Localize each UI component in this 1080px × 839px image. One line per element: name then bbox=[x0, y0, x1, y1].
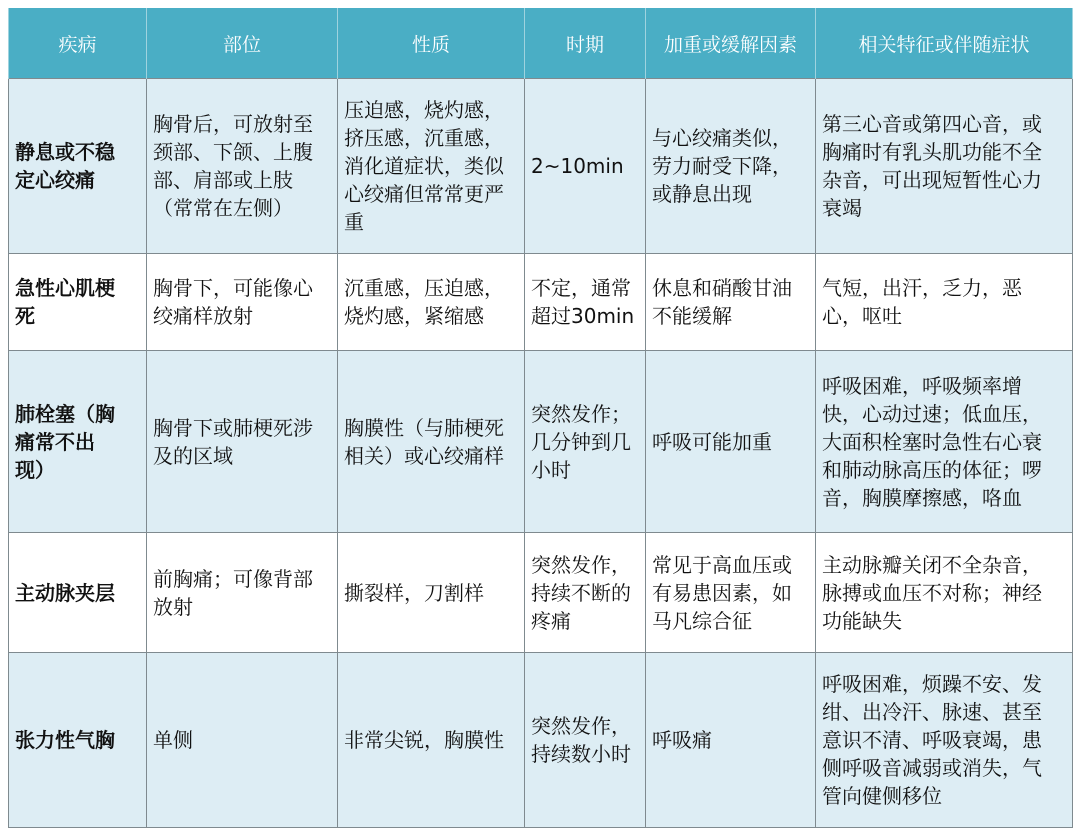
header-location: 部位 bbox=[147, 8, 338, 79]
cell-features: 主动脉瓣关闭不全杂音， 脉搏或血压不对称；神经 功能缺失 bbox=[816, 533, 1073, 653]
cell-factors: 呼吸痛 bbox=[646, 653, 816, 828]
cell-features: 呼吸困难，烦躁不安、发 绀、出冷汗、脉速、甚至 意识不清、呼吸衰竭，患 侧呼吸音减弱或消失，气 管向健侧移位 bbox=[816, 653, 1073, 828]
cell-duration: 突然发作； 几分钟到几 小时 bbox=[525, 351, 646, 533]
cell-location: 胸骨下或肺梗死涉 及的区域 bbox=[147, 351, 338, 533]
cell-nature: 撕裂样，刀割样 bbox=[338, 533, 525, 653]
cell-location: 胸骨后，可放射至 颈部、下颌、上腹 部、肩部或上肢 （常常在左侧） bbox=[147, 79, 338, 254]
cell-disease: 静息或不稳 定心绞痛 bbox=[9, 79, 147, 254]
header-duration: 时期 bbox=[525, 8, 646, 79]
header-nature: 性质 bbox=[338, 8, 525, 79]
cell-factors: 常见于高血压或 有易患因素，如 马凡综合征 bbox=[646, 533, 816, 653]
cell-features: 气短，出汗，乏力，恶 心，呕吐 bbox=[816, 254, 1073, 351]
cell-disease: 张力性气胸 bbox=[9, 653, 147, 828]
cell-nature: 非常尖锐，胸膜性 bbox=[338, 653, 525, 828]
cell-features: 呼吸困难，呼吸频率增 快，心动过速；低血压， 大面积栓塞时急性右心衰 和肺动脉高压的体征；啰 音，胸膜摩擦感，咯血 bbox=[816, 351, 1073, 533]
cell-nature: 沉重感，压迫感， 烧灼感，紧缩感 bbox=[338, 254, 525, 351]
table-row bbox=[9, 79, 1073, 254]
cell-location: 单侧 bbox=[147, 653, 338, 828]
cell-duration: 突然发作， 持续不断的 疼痛 bbox=[525, 533, 646, 653]
cell-disease: 急性心肌梗 死 bbox=[9, 254, 147, 351]
cell-factors: 休息和硝酸甘油 不能缓解 bbox=[646, 254, 816, 351]
cell-disease: 肺栓塞（胸 痛常不出 现） bbox=[9, 351, 147, 533]
header-features: 相关特征或伴随症状 bbox=[816, 8, 1073, 79]
header-disease: 疾病 bbox=[9, 8, 147, 79]
cell-nature: 压迫感，烧灼感， 挤压感，沉重感， 消化道症状，类似 心绞痛但常常更严 重 bbox=[338, 79, 525, 254]
header-row bbox=[9, 8, 1073, 79]
cell-disease: 主动脉夹层 bbox=[9, 533, 147, 653]
cell-duration: 2~10min bbox=[525, 79, 646, 254]
table-row bbox=[9, 653, 1073, 828]
cell-duration: 不定，通常 超过30min bbox=[525, 254, 646, 351]
cell-duration: 突然发作， 持续数小时 bbox=[525, 653, 646, 828]
table-row bbox=[9, 351, 1073, 533]
cell-features: 第三心音或第四心音，或 胸痛时有乳头肌功能不全 杂音，可出现短暂性心力 衰竭 bbox=[816, 79, 1073, 254]
cell-factors: 呼吸可能加重 bbox=[646, 351, 816, 533]
header-factors: 加重或缓解因素 bbox=[646, 8, 816, 79]
table-row bbox=[9, 533, 1073, 653]
cell-location: 前胸痛；可像背部 放射 bbox=[147, 533, 338, 653]
table-row bbox=[9, 254, 1073, 351]
cell-nature: 胸膜性（与肺梗死 相关）或心绞痛样 bbox=[338, 351, 525, 533]
cell-factors: 与心绞痛类似， 劳力耐受下降， 或静息出现 bbox=[646, 79, 816, 254]
cell-location: 胸骨下，可能像心 绞痛样放射 bbox=[147, 254, 338, 351]
chest-pain-table bbox=[8, 8, 1073, 828]
